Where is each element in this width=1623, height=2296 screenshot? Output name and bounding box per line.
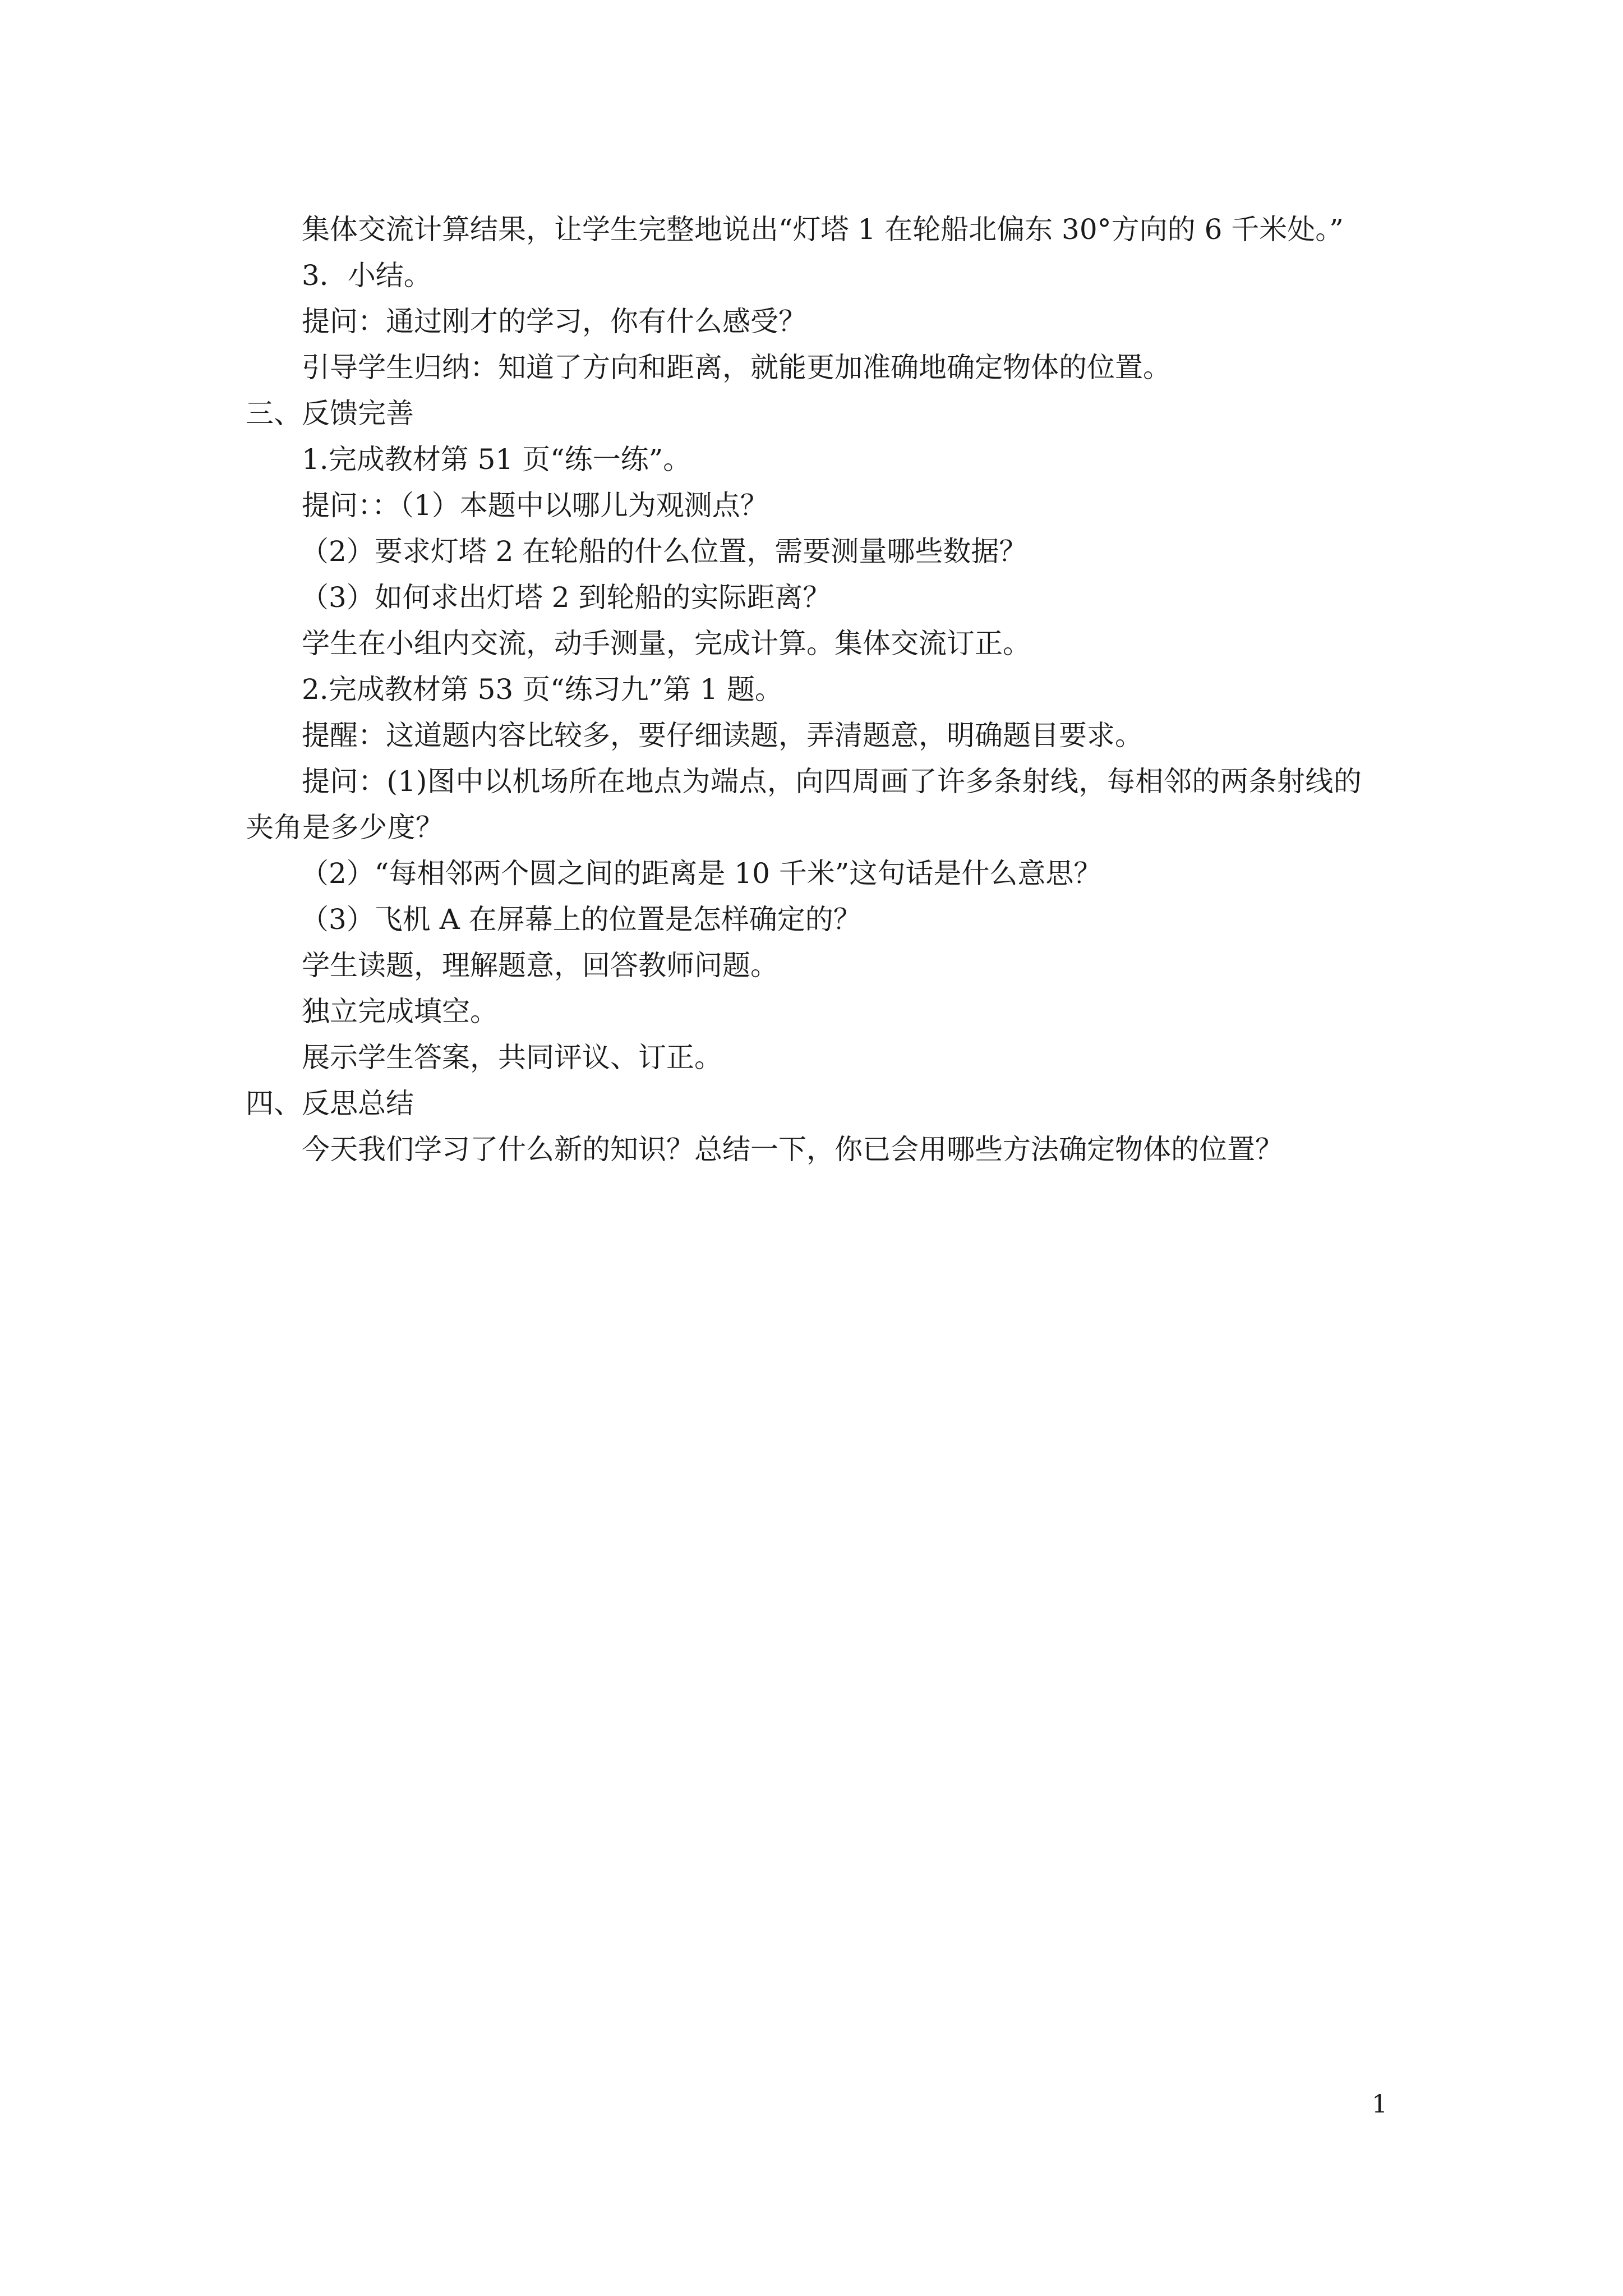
paragraph-line-14: （2）“每相邻两个圆之间的距离是 10 千米”这句话是什么意思？ [301, 857, 1102, 890]
paragraph-line-15: （3）飞机 A 在屏幕上的位置是怎样确定的？ [301, 903, 861, 936]
document-body [246, 206, 1384, 1172]
paragraph-line-16: 学生读题，理解题意，回答教师问题。 [302, 949, 778, 982]
page-number: 1 [1372, 2090, 1387, 2119]
paragraph-line-1: 集体交流计算结果，让学生完整地说出“灯塔 1 在轮船北偏东 30°方向的 6 千米处。” [302, 213, 1344, 246]
paragraph-line-4: 引导学生归纳：知道了方向和距离，就能更加准确地确定物体的位置。 [302, 351, 1171, 384]
paragraph-line-17: 独立完成填空。 [302, 995, 498, 1028]
paragraph-line-10: 学生在小组内交流，动手测量，完成计算。集体交流订正。 [302, 627, 1031, 660]
paragraph-line-8: （2）要求灯塔 2 在轮船的什么位置，需要测量哪些数据？ [301, 535, 1027, 568]
paragraph-line-6: 1.完成教材第 51 页“练一练”。 [302, 443, 691, 476]
paragraph-line-20: 今天我们学习了什么新的知识？总结一下，你已会用哪些方法确定物体的位置？ [302, 1133, 1283, 1166]
paragraph-line-3: 提问：通过刚才的学习，你有什么感受？ [302, 305, 806, 338]
paragraph-line-12: 提醒：这道题内容比较多，要仔细读题，弄清题意，明确题目要求。 [302, 719, 1143, 752]
paragraph-line-13: 提问：(1)图中以机场所在地点为端点，向四周画了许多条射线，每相邻的两条射线的夹角是多少度？ [246, 765, 1362, 844]
section-heading-4: 四、反思总结 [246, 1087, 414, 1120]
paragraph-line-18: 展示学生答案，共同评议、订正。 [302, 1041, 722, 1074]
section-heading-3: 三、反馈完善 [246, 397, 414, 430]
paragraph-line-9: （3）如何求出灯塔 2 到轮船的实际距离？ [301, 581, 831, 614]
paragraph-line-2: 3．小结。 [302, 259, 432, 292]
paragraph-line-11: 2.完成教材第 53 页“练习九”第 1 题。 [302, 673, 783, 706]
paragraph-line-7: 提问：：（1）本题中以哪儿为观测点？ [302, 489, 768, 522]
